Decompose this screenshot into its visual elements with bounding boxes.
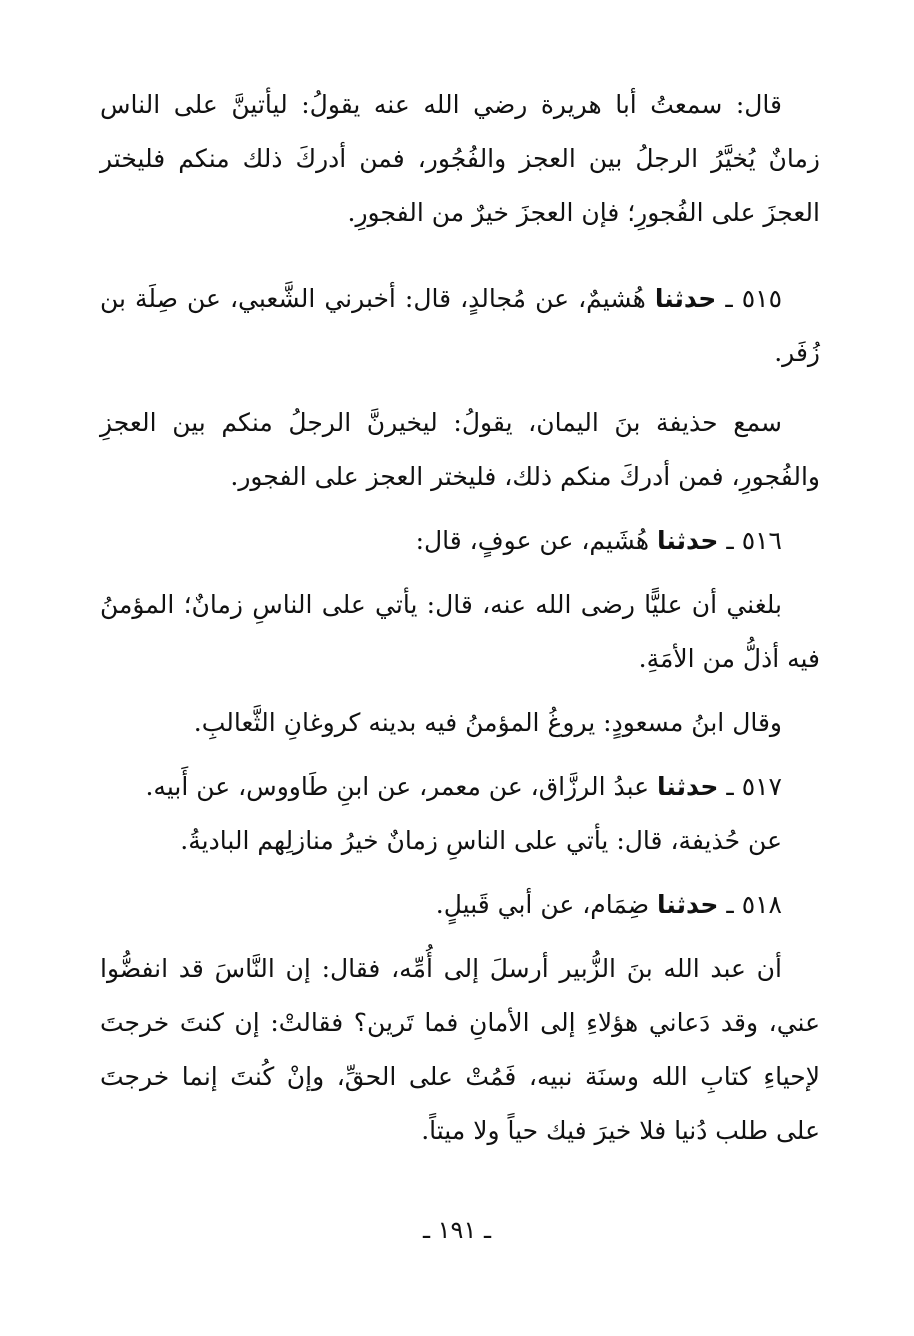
page-number: ـ ١٩١ ـ (422, 1216, 491, 1244)
hadith-516-header (100, 514, 820, 568)
paragraph-hudhayfa-badiya: عن حُذيفة، قال: يأتي على الناسِ زمانٌ خيرُ منازلِهم الباديةُ. (180, 826, 782, 855)
hadith-number: ٥١٦ ـ (726, 526, 782, 555)
hadith-518-header (100, 878, 820, 932)
hadith-number: ٥١٧ ـ (726, 772, 782, 801)
hadith-keyword: حدثنا (657, 526, 719, 555)
hadith-chain: هُشيمٌ، عن مُجالدٍ، قال: أخبرني الشَّعبي، عن صِلَة بن زُفَر. (100, 284, 820, 367)
paragraph-abu-huraira: قال: سمعتُ أبا هريرة رضي الله عنه يقولُ: ليأتينَّ على الناس زمانٌ يُخيَّرُ الرجلُ بين العجز والفُجُور، فمن أدركَ ذلك منكم فليختر العجزَ على الفُجورِ؛ فإن العجزَ خيرٌ من الفجورِ. (100, 90, 820, 227)
page-body (100, 78, 820, 1158)
hadith-515-header (100, 272, 820, 380)
hadith-keyword: حدثنا (654, 284, 717, 313)
paragraph-ibn-masud: وقال ابنُ مسعودٍ: يروغُ المؤمنُ فيه بدينه كروغانِ الثَّعالبِ. (193, 708, 782, 737)
hadith-number: ٥١٥ ـ (725, 284, 783, 313)
hadith-chain: ضِمَام، عن أبي قَبيلٍ. (435, 890, 650, 919)
hadith-keyword: حدثنا (657, 890, 719, 919)
hadith-chain: هُشَيم، عن عوفٍ، قال: (415, 526, 650, 555)
paragraph-ibn-zubayr: أن عبد الله بنَ الزُّبير أرسلَ إلى أُمِّه، فقال: إن النَّاسَ قد انفضُّوا عني، وقد دَعاني هؤلاءِ إلى الأمانِ فما تَرين؟ فقالتْ: إن كنتَ خرجتَ لإحياءِ كتابِ الله وسنَة نبيه، فَمُتْ على الحقِّ، وإنْ كُنتَ إنما خرجتَ على طلب دُنيا فلا خيرَ فيك حياً ولا ميتاً. (100, 954, 820, 1145)
hadith-chain: عبدُ الرزَّاق، عن معمر، عن ابنِ طَاووس، عن أَبيه. (145, 772, 650, 801)
paragraph-ali: بلغني أن عليًّا رضى الله عنه، قال: يأتي على الناسِ زمانٌ؛ المؤمنُ فيه أذلُّ من الأمَةِ. (100, 590, 820, 673)
paragraph-hudhayfa: سمع حذيفة بنَ اليمان، يقولُ: ليخيرنَّ الرجلُ منكم بين العجزِ والفُجورِ، فمن أدركَ منكم ذلك، فليختر العجز على الفجور. (100, 408, 820, 491)
hadith-517-header (100, 760, 820, 814)
hadith-keyword: حدثنا (657, 772, 719, 801)
hadith-number: ٥١٨ ـ (726, 890, 782, 919)
